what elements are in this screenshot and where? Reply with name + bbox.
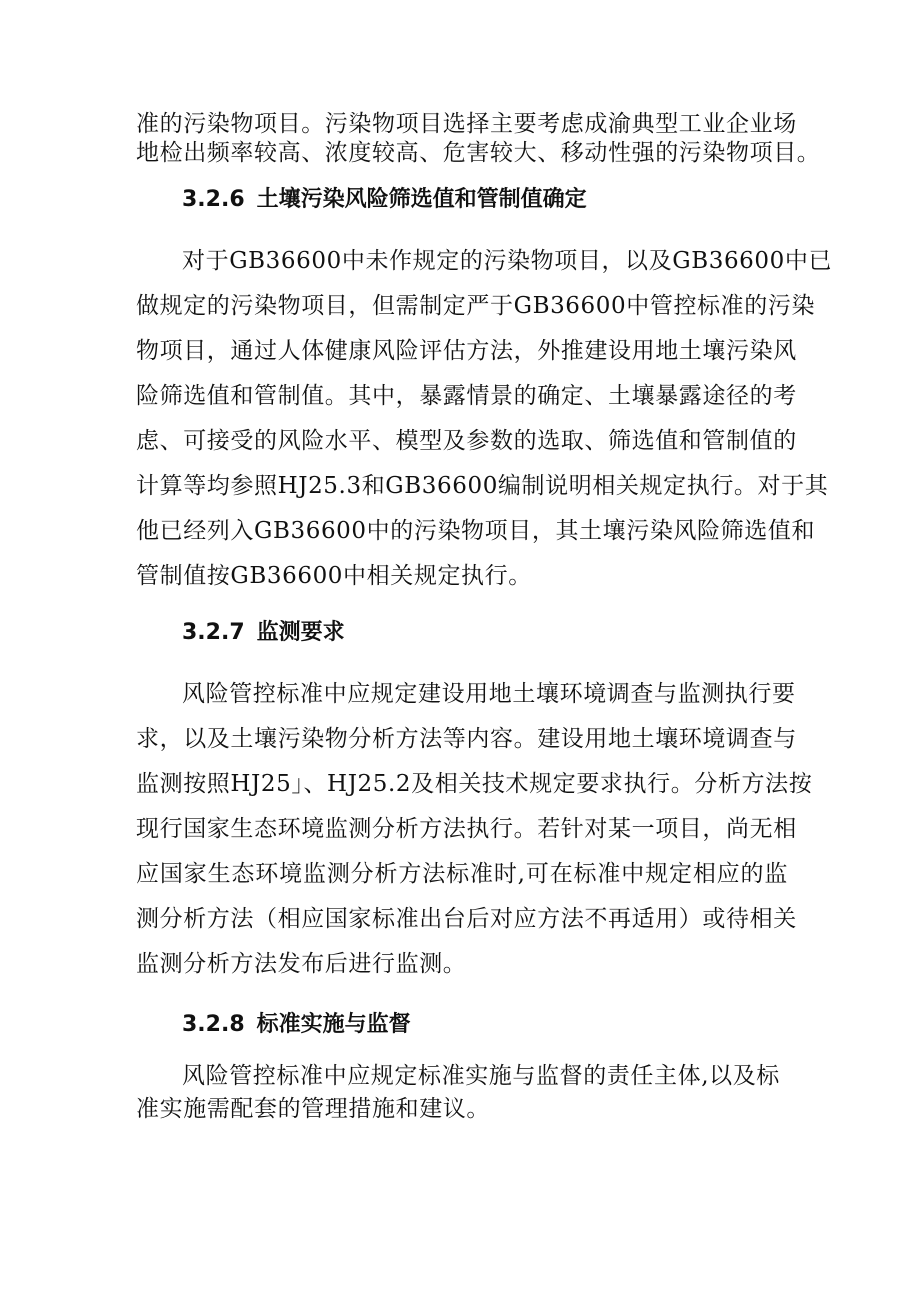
section-number: 3.2.6 xyxy=(182,187,245,212)
paragraph-line: 对于GB36600中未作规定的污染物项目，以及GB36600中已 xyxy=(182,248,833,274)
section-heading-3-2-8 xyxy=(182,1005,411,1045)
section-heading-3-2-6 xyxy=(182,180,587,220)
paragraph-line: 险筛选值和管制值。其中，暴露情景的确定、土壤暴露途径的考 xyxy=(136,383,797,409)
paragraph-line: 虑、可接受的风险水平、模型及参数的选取、筛选值和管制值的 xyxy=(136,428,797,454)
section-title: 标准实施与监督 xyxy=(256,1012,411,1037)
section-number: 3.2.7 xyxy=(182,620,245,645)
paragraph-line: 准实施需配套的管理措施和建议。 xyxy=(136,1096,490,1122)
paragraph-line: 监测分析方法发布后进行监测。 xyxy=(136,951,467,977)
paragraph-line: 风险管控标准中应规定标准实施与监督的责任主体,以及标 xyxy=(182,1063,780,1089)
section-title: 土壤污染风险筛选值和管制值确定 xyxy=(256,187,587,212)
paragraph-line: 监测按照HJ25」、HJ25.2及相关技术规定要求执行。分析方法按 xyxy=(136,771,813,797)
paragraph-line: 现行国家生态环境监测分析方法执行。若针对某一项目，尚无相 xyxy=(136,816,797,842)
paragraph-line: 风险管控标准中应规定建设用地土壤环境调查与监测执行要 xyxy=(182,681,796,707)
section-number: 3.2.8 xyxy=(182,1012,245,1037)
paragraph-line: 管制值按GB36600中相关规定执行。 xyxy=(136,563,532,589)
paragraph-line: 计算等均参照HJ25.3和GB36600编制说明相关规定执行。对于其 xyxy=(136,473,829,499)
paragraph-line: 做规定的污染物项目，但需制定严于GB36600中管控标准的污染 xyxy=(136,293,816,319)
section-title: 监测要求 xyxy=(256,620,345,645)
section-heading-3-2-7 xyxy=(182,613,345,653)
paragraph-line: 他已经列入GB36600中的污染物项目，其土壤污染风险筛选值和 xyxy=(136,518,816,544)
paragraph-line: 求，以及土壤污染物分析方法等内容。建设用地土壤环境调查与 xyxy=(136,726,797,752)
paragraph-line: 测分析方法（相应国家标准出台后对应方法不再适用）或待相关 xyxy=(136,906,797,932)
paragraph-line: 应国家生态环境监测分析方法标准时,可在标准中规定相应的监 xyxy=(136,861,788,887)
paragraph-line: 物项目，通过人体健康风险评估方法，外推建设用地土壤污染风 xyxy=(136,338,797,364)
paragraph-line: 准的污染物项目。污染物项目选择主要考虑成渝典型工业企业场 xyxy=(136,111,797,137)
paragraph-line: 地检出频率较高、浓度较高、危害较大、移动性强的污染物项目。 xyxy=(136,140,821,166)
